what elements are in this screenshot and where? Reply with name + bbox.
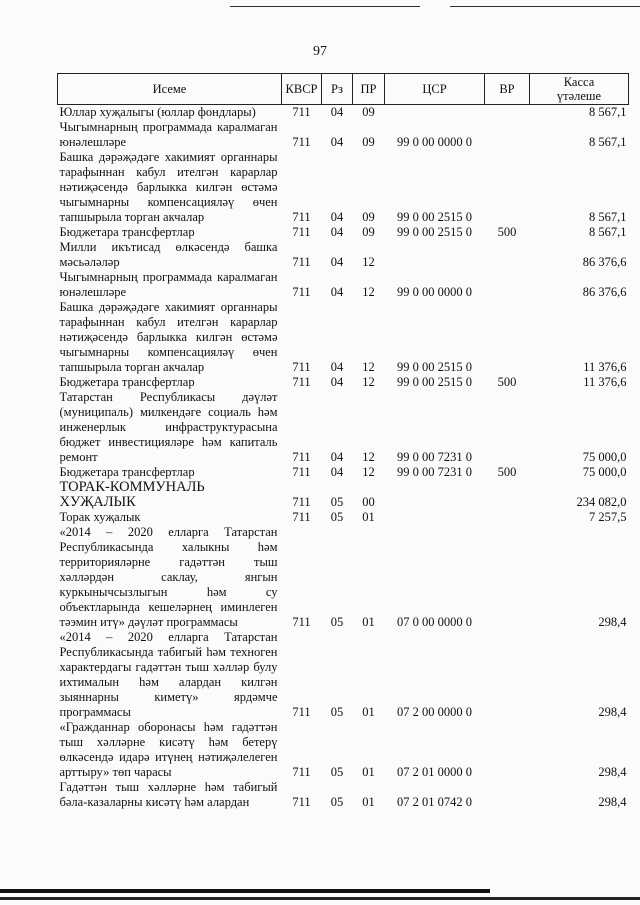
table-row: [58, 465, 629, 480]
row-rz: 04: [330, 450, 344, 464]
budget-table: [57, 73, 629, 810]
row-rz: 04: [330, 375, 344, 389]
table-row: [58, 390, 629, 465]
row-name: «2014 – 2020 елларга Татарстан Республикасында табигый һәм техноген характердагы гадәттән тыш хәлләр булу ихтималын һәм алардан килгән зыяннарны киметү» ярдәмче программасы: [59, 630, 278, 719]
row-name: Торак хуҗалык: [59, 510, 141, 524]
row-vr: [485, 120, 530, 150]
row-vr: [485, 780, 530, 810]
row-csr: [385, 105, 485, 121]
table-row: [58, 105, 629, 121]
table-body: [58, 105, 629, 811]
header-amount-line1: Касса: [563, 75, 595, 89]
row-vr: [485, 390, 530, 465]
row-pr: 00: [362, 495, 375, 509]
row-pr: 12: [362, 285, 375, 299]
row-vr: [485, 270, 530, 300]
row-vr: [485, 300, 530, 375]
row-rz: 05: [330, 795, 344, 809]
row-amount: 8 567,1: [589, 225, 627, 239]
row-vr: [485, 720, 530, 780]
bottom-scan-edge: [0, 897, 640, 900]
header-kvsr: КВСР: [282, 74, 322, 105]
row-vr: 500: [497, 225, 517, 239]
row-name: Бюджетара трансфертлар: [59, 225, 195, 239]
row-pr: 01: [362, 615, 375, 629]
row-amount: 298,4: [598, 615, 627, 629]
row-amount: 75 000,0: [582, 465, 627, 479]
row-amount: 298,4: [598, 765, 627, 779]
row-rz: 04: [330, 285, 344, 299]
table-row: [58, 510, 629, 525]
row-csr: 07 2 01 0000 0: [397, 765, 472, 779]
row-amount: 11 376,6: [583, 375, 627, 389]
row-name: «Гражданнар оборонасы һәм гадәттән тыш хәлләрне кисәтү һәм бетерү өлкәсендә идарә итүнең нәтиҗәлелеген арттыру» төп чарасы: [59, 720, 278, 779]
row-pr: 09: [362, 105, 375, 119]
row-vr: 500: [497, 375, 517, 389]
row-kvsr: 711: [292, 360, 311, 374]
header-rz: Рз: [322, 74, 353, 105]
header-vr: ВР: [485, 74, 530, 105]
row-kvsr: 711: [292, 225, 311, 239]
table-row: [58, 780, 629, 810]
row-rz: 04: [330, 225, 344, 239]
row-vr: [485, 630, 530, 720]
row-name: Милли икътисад өлкәсендә башка мәсьәләләр: [59, 240, 278, 269]
row-amount: 75 000,0: [582, 450, 627, 464]
row-csr: 07 2 00 0000 0: [397, 705, 472, 719]
row-amount: 86 376,6: [582, 285, 627, 299]
row-kvsr: 711: [292, 510, 311, 524]
row-csr: [385, 240, 485, 270]
row-vr: [485, 240, 530, 270]
row-vr: [485, 510, 530, 525]
row-rz: 04: [330, 465, 344, 479]
header-pr: ПР: [353, 74, 385, 105]
row-vr: [485, 525, 530, 630]
row-name: Татарстан Республикасы дәүләт (муниципаль) милкендәге социаль һәм инженерлык инфраструктурасына бюджет инвестицияләре һәм капиталь ремонт: [59, 390, 278, 464]
row-amount: 8 567,1: [589, 210, 627, 224]
row-rz: 05: [330, 705, 344, 719]
row-kvsr: 711: [292, 795, 311, 809]
row-amount: 298,4: [598, 705, 627, 719]
table-row: [58, 300, 629, 375]
row-kvsr: 711: [292, 105, 311, 119]
row-pr: 12: [362, 255, 375, 269]
row-rz: 04: [330, 210, 344, 224]
row-name: «2014 – 2020 елларга Татарстан Республикасында халыкны һәм территорияләрне гадәттән тыш хәлләрдән саклау, янгын куркынычсызлыгын һәм су объектларында кешеләрнең иминлеген тәэмин итү» дәүләт программасы: [59, 525, 278, 629]
row-name: Бюджетара трансфертлар: [59, 465, 195, 479]
table-row: [58, 480, 629, 510]
row-csr: 99 0 00 7231 0: [397, 465, 472, 479]
row-vr: [485, 150, 530, 225]
row-pr: 01: [362, 795, 375, 809]
row-name: ТОРАК-КОММУНАЛЬ ХУҖАЛЫК: [59, 479, 205, 510]
row-pr: 09: [362, 135, 375, 149]
row-amount: 8 567,1: [589, 135, 627, 149]
row-rz: 04: [330, 105, 344, 119]
row-name: Башка дәрәҗәдәге хакимият органнары тарафыннан кабул ителгән карарлар нәтиҗәсендә барлыкка килгән өстәмә чыгымнарны компенсацияләү өчен тапшырыла торган акчалар: [59, 300, 278, 374]
page-number: 97: [313, 44, 327, 59]
row-csr: 99 0 00 2515 0: [397, 225, 472, 239]
row-amount: 11 376,6: [583, 360, 627, 374]
table-row: [58, 720, 629, 780]
row-csr: 99 0 00 0000 0: [397, 285, 472, 299]
header-name: Исеме: [58, 74, 282, 105]
header-amount-line2: үтәлеше: [556, 89, 602, 103]
row-pr: 12: [362, 450, 375, 464]
row-kvsr: 711: [292, 375, 311, 389]
row-name: Бюджетара трансфертлар: [59, 375, 195, 389]
table-row: [58, 240, 629, 270]
row-csr: 99 0 00 7231 0: [397, 450, 472, 464]
top-scan-gap: [420, 6, 450, 8]
table-row: [58, 375, 629, 390]
row-name: Чыгымнарның программада каралмаган юнәлешләре: [59, 120, 278, 149]
row-kvsr: 711: [292, 615, 311, 629]
row-kvsr: 711: [292, 255, 311, 269]
header-amount: [530, 74, 629, 105]
table-row: [58, 120, 629, 150]
table-row: [58, 525, 629, 630]
row-csr: 99 0 00 0000 0: [397, 135, 472, 149]
row-amount: 86 376,6: [582, 255, 627, 269]
table-header-row: [58, 74, 629, 105]
header-csr: ЦСР: [385, 74, 485, 105]
row-name: Чыгымнарның программада каралмаган юнәлешләре: [59, 270, 278, 299]
row-name: Юллар хуҗалыгы (юллар фондлары): [59, 105, 256, 119]
row-pr: 01: [362, 765, 375, 779]
row-name: Гадәттән тыш хәлләрне һәм табигый бәла-казаларны кисәтү һәм алардан: [59, 780, 278, 809]
row-kvsr: 711: [292, 210, 311, 224]
row-kvsr: 711: [292, 465, 311, 479]
row-pr: 09: [362, 210, 375, 224]
row-pr: 01: [362, 705, 375, 719]
row-amount: 8 567,1: [589, 105, 627, 119]
row-csr: 99 0 00 2515 0: [397, 360, 472, 374]
row-rz: 05: [330, 615, 344, 629]
table-row: [58, 225, 629, 240]
row-rz: 05: [330, 765, 344, 779]
row-csr: [385, 480, 485, 510]
row-rz: 04: [330, 360, 344, 374]
row-name: Башка дәрәҗәдәге хакимият органнары тарафыннан кабул ителгән карарлар нәтиҗәсендә барлыкка килгән өстәмә чыгымнарны компенсацияләү өчен тапшырыла торган акчалар: [59, 150, 278, 224]
row-pr: 09: [362, 225, 375, 239]
row-kvsr: 711: [292, 285, 311, 299]
table-row: [58, 630, 629, 720]
row-rz: 04: [330, 135, 344, 149]
row-pr: 12: [362, 375, 375, 389]
row-vr: 500: [497, 465, 517, 479]
row-amount: 234 082,0: [576, 495, 627, 509]
row-rz: 05: [330, 495, 344, 509]
table-row: [58, 270, 629, 300]
row-rz: 04: [330, 255, 344, 269]
row-pr: 12: [362, 360, 375, 374]
row-csr: [385, 510, 485, 525]
row-csr: 99 0 00 2515 0: [397, 375, 472, 389]
row-kvsr: 711: [292, 705, 311, 719]
row-amount: 298,4: [598, 795, 627, 809]
row-amount: 7 257,5: [589, 510, 627, 524]
row-vr: [485, 480, 530, 510]
row-pr: 12: [362, 465, 375, 479]
table-row: [58, 150, 629, 225]
row-csr: 07 2 01 0742 0: [397, 795, 472, 809]
bottom-scan-bar: [0, 889, 490, 893]
row-csr: 07 0 00 0000 0: [397, 615, 472, 629]
row-kvsr: 711: [292, 765, 311, 779]
row-csr: 99 0 00 2515 0: [397, 210, 472, 224]
row-vr: [485, 105, 530, 121]
row-kvsr: 711: [292, 495, 311, 509]
row-rz: 05: [330, 510, 344, 524]
row-kvsr: 711: [292, 135, 311, 149]
row-kvsr: 711: [292, 450, 311, 464]
row-pr: 01: [362, 510, 375, 524]
